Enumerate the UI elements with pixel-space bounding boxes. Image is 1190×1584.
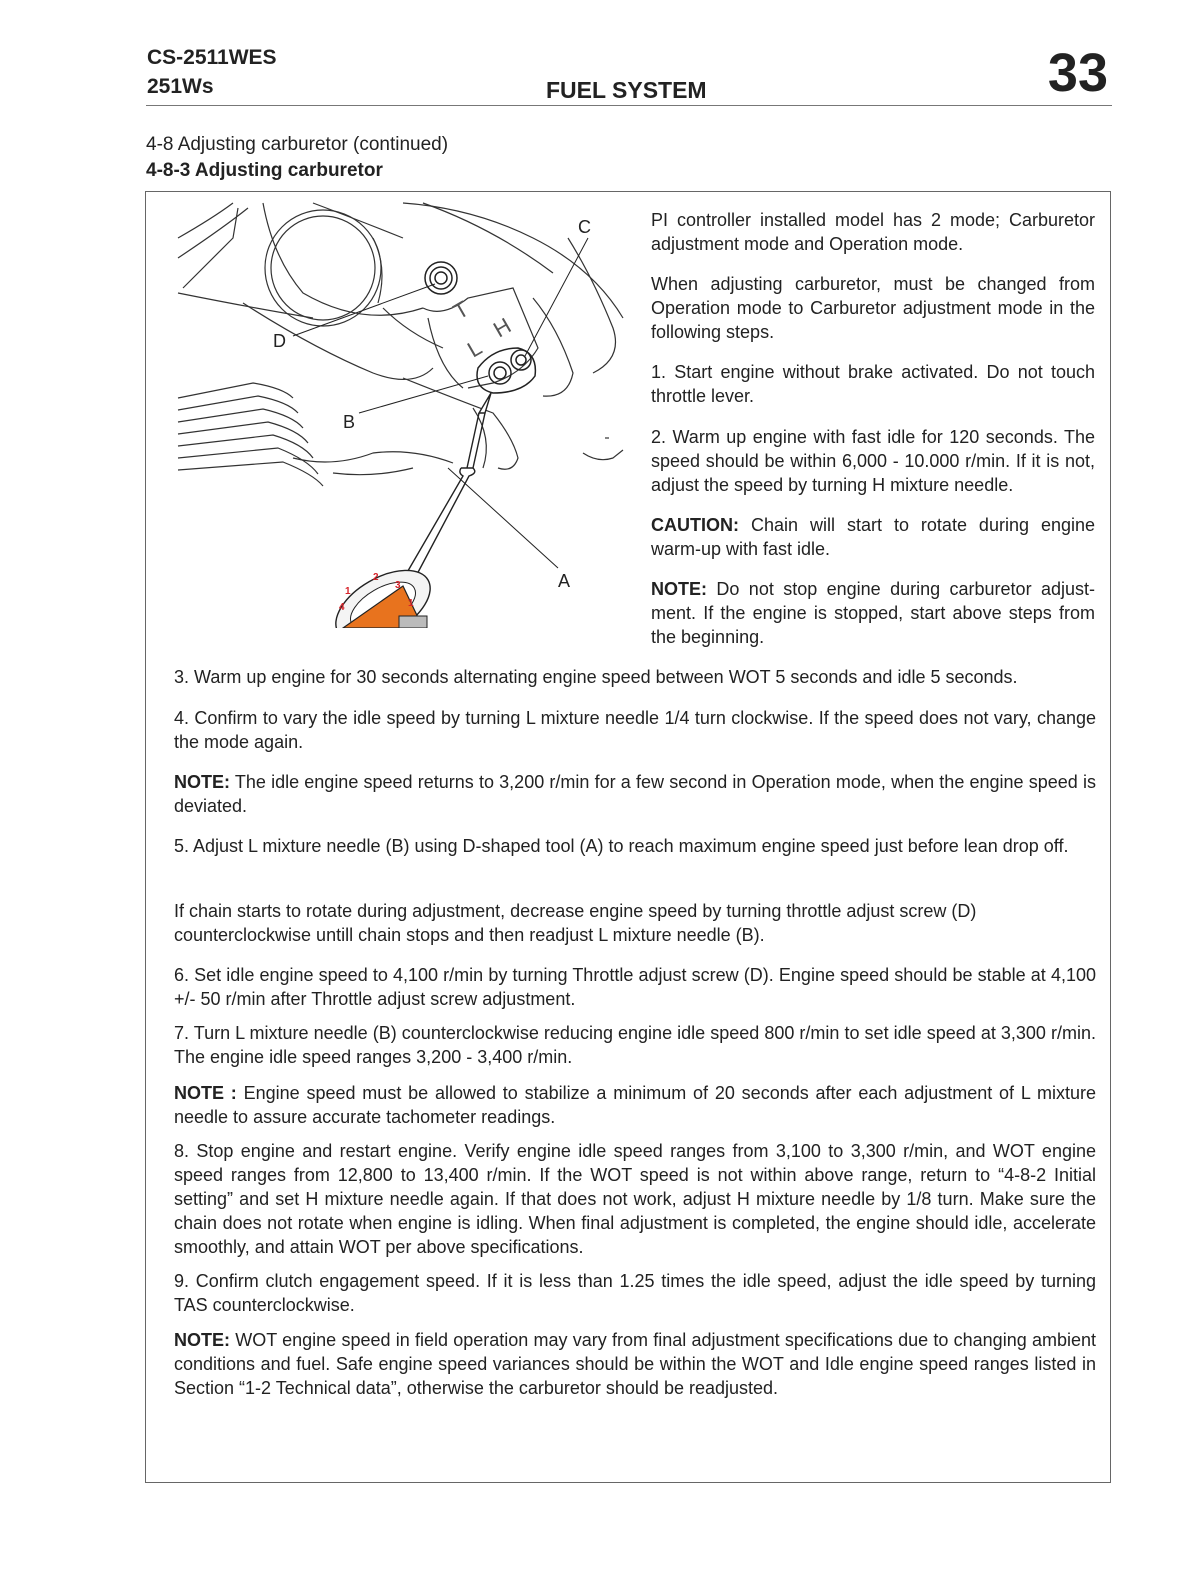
- needle-letter-h: H: [489, 312, 516, 343]
- note-text: Do not stop engine during carburetor adjustment. If the engine is stopped, start above steps from the beginning.: [651, 579, 1095, 647]
- note-paragraph: [651, 577, 1095, 649]
- mixture-needles: [477, 348, 535, 393]
- needle-letter-l: L: [463, 334, 487, 363]
- note-text: The idle engine speed returns to 3,200 r/min for a few second in Operation mode, when the engine speed is deviated.: [174, 772, 1096, 816]
- caution-label: CAUTION:: [651, 515, 739, 535]
- step-2: 2. Warm up engine with fast idle for 120 seconds. The speed should be within 6,000 - 10.000 r/min. If it is not, adjust the speed by turning H mixture needle.: [651, 427, 1095, 495]
- page-number: 33: [1047, 43, 1108, 103]
- needle-letter-t: T: [449, 295, 474, 325]
- dial-number: 1: [408, 598, 414, 609]
- dial-number: 1: [345, 586, 351, 597]
- step-4: 4. Confirm to vary the idle speed by turning L mixture needle 1/4 turn clockwise. If the speed does not vary, change the mode again.: [174, 708, 1096, 752]
- model-number: CS-2511WES: [147, 46, 277, 69]
- caution-text: Chain will start to rotate during engine warm-up with fast idle.: [651, 515, 1095, 559]
- callout-label-a: A: [558, 571, 571, 591]
- note-text: Engine speed must be allowed to stabilize a minimum of 20 seconds after each adjustment of L mixture needle to assure accurate tachometer readings.: [174, 1083, 1096, 1127]
- subheading: 4-8-3 Adjusting carburetor: [146, 160, 383, 181]
- dial-number: 4: [339, 602, 345, 613]
- section-title: FUEL SYSTEM: [546, 77, 707, 103]
- dial-number: 2: [373, 572, 379, 583]
- note-label: NOTE:: [174, 1330, 230, 1350]
- model-variant: 251Ws: [147, 75, 214, 98]
- mode-change-paragraph: When adjusting carburetor, must be changed from Operation mode to Carburetor adjustment mode in the following steps.: [651, 274, 1095, 342]
- step-1: 1. Start engine without brake activated. Do not touch throttle lever.: [651, 362, 1095, 406]
- engine-housing-drawing: [178, 203, 623, 486]
- note-paragraph: [174, 1081, 1096, 1129]
- note-label: NOTE:: [651, 579, 707, 599]
- d-shaped-tool: [403, 393, 491, 580]
- tool-dial: [324, 556, 442, 628]
- dial-number: 3: [395, 580, 401, 591]
- header-divider: [146, 105, 1112, 106]
- carburetor-adjustment-figure: [173, 198, 633, 628]
- note-paragraph: [174, 1328, 1096, 1400]
- chain-paragraph: If chain starts to rotate during adjustment, decrease engine speed by turning throttle adjust screw (D) counterclockwise untill chain stops and then readjust L mixture needle (B).: [174, 901, 977, 945]
- step-5: 5. Adjust L mixture needle (B) using D-shaped tool (A) to reach maximum engine speed just before lean drop off.: [174, 836, 1069, 856]
- callout-label-c: C: [578, 217, 591, 237]
- note-label: NOTE:: [174, 772, 230, 792]
- step-6: 6. Set idle engine speed to 4,100 r/min by turning Throttle adjust screw (D). Engine speed should be stable at 4,100 +/- 50 r/min after Throttle adjust screw adjustment.: [174, 965, 1096, 1009]
- subsection-title: 4-8 Adjusting carburetor (continued): [146, 134, 449, 155]
- callout-leaders: [293, 238, 588, 568]
- step-7: 7. Turn L mixture needle (B) counterclockwise reducing engine idle speed 800 r/min to set idle speed at 3,300 r/min. The engine idle speed ranges 3,200 - 3,400 r/min.: [174, 1023, 1096, 1067]
- callout-label-b: B: [343, 412, 356, 432]
- callout-label-d: D: [273, 331, 286, 351]
- throttle-adjust-screw: [425, 262, 457, 294]
- intro-paragraph: PI controller installed model has 2 mode; Carburetor adjustment mode and Operation mode.: [651, 210, 1095, 254]
- caution-paragraph: [651, 513, 1095, 561]
- note-paragraph: [174, 770, 1096, 818]
- note-label: NOTE :: [174, 1083, 237, 1103]
- step-8: 8. Stop engine and restart engine. Verify engine idle speed ranges from 3,100 to 3,300 r/min, and WOT engine speed ranges from 12,800 to 13,400 r/min. If the WOT speed is not within above range, return to “4-8-2 Initial setting” and set H mixture needle again. If that does not work, adjust H mixture needle by 1/8 turn. Make sure the chain does not rotate when engine is idling. When final adjustment is completed, the engine should idle, accelerate smoothly, and attain WOT per above specifications.: [174, 1141, 1096, 1257]
- step-3: 3. Warm up engine for 30 seconds alternating engine speed between WOT 5 seconds and idle 5 seconds.: [174, 667, 1018, 687]
- step-9: 9. Confirm clutch engagement speed. If it is less than 1.25 times the idle speed, adjust the idle speed by turning TAS counterclockwise.: [174, 1271, 1096, 1315]
- note-text: WOT engine speed in field operation may vary from final adjustment specifications due to changing ambient conditions and fuel. Safe engine speed variances should be within the WOT and Idle engine speed ranges listed in Section “1-2 Technical data”, otherwise the carburetor should be readjusted.: [174, 1330, 1096, 1398]
